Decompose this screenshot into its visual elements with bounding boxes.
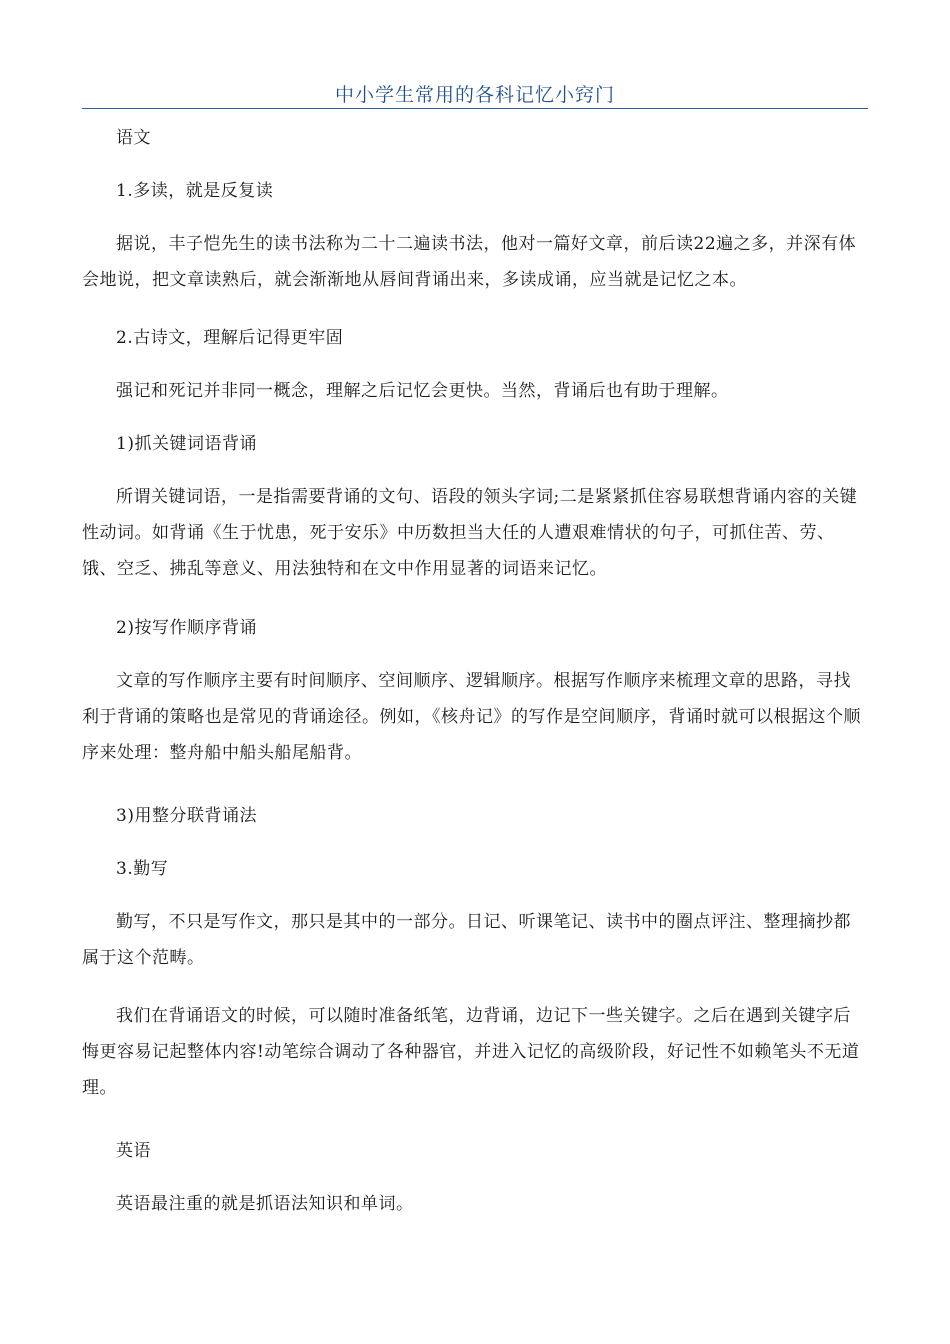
paragraph-write-often: 勤写，不只是写作文，那只是其中的一部分。日记、听课笔记、读书中的圈点评注、整理摘抄都属于这个范畴。	[82, 912, 851, 968]
section-heading-chinese: 语文	[116, 128, 151, 148]
paragraph-key-words: 所谓关键词语，一是指需要背诵的文句、语段的领头字词;二是紧紧抓住容易联想背诵内容的关键性动词。如背诵《生于忧患，死于安乐》中历数担当大任的人遭艰难情状的句子，可抓住苦、劳、饿、空乏、拂乱等意义、用法独特和在文中作用显著的词语来记忆。	[82, 487, 858, 579]
title-underline	[82, 108, 868, 109]
section-heading-english: 英语	[116, 1141, 151, 1161]
document-title: 中小学生常用的各科记忆小窍门	[334, 84, 615, 106]
paragraph-english: 英语最注重的就是抓语法知识和单词。	[116, 1194, 414, 1214]
subheading-whole-part: 3)用整分联背诵法	[116, 806, 257, 826]
paragraph-writing-order: 文章的写作顺序主要有时间顺序、空间顺序、逻辑顺序。根据写作顺序来梳理文章的思路，寻找利于背诵的策略也是常见的背诵途径。例如，《核舟记》的写作是空间顺序，背诵时就可以根据这个顺序来处理：整舟船中船头船尾船背。	[82, 671, 861, 763]
subheading-read-repeatedly: 1.多读，就是反复读	[116, 181, 274, 201]
paragraph-pen-and-paper: 我们在背诵语文的时候，可以随时准备纸笔，边背诵，边记下一些关键字。之后在遇到关键字后悔更容易记起整体内容!动笔综合调动了各种器官，并进入记忆的高级阶段，好记性不如赖笔头不无道理。	[82, 1006, 860, 1098]
subheading-classical-poems: 2.古诗文，理解后记得更牢固	[116, 328, 344, 348]
subheading-writing-order: 2)按写作顺序背诵	[116, 618, 257, 638]
paragraph-feng-zikai: 据说，丰子恺先生的读书法称为二十二遍读书法，他对一篇好文章，前后读22遍之多，并深有体会地说，把文章读熟后，就会渐渐地从唇间背诵出来，多读成诵，应当就是记忆之本。	[82, 234, 857, 290]
paragraph-understanding: 强记和死记并非同一概念，理解之后记忆会更快。当然，背诵后也有助于理解。	[116, 381, 729, 401]
subheading-key-words: 1)抓关键词语背诵	[116, 434, 257, 454]
subheading-write-often: 3.勤写	[116, 859, 169, 879]
